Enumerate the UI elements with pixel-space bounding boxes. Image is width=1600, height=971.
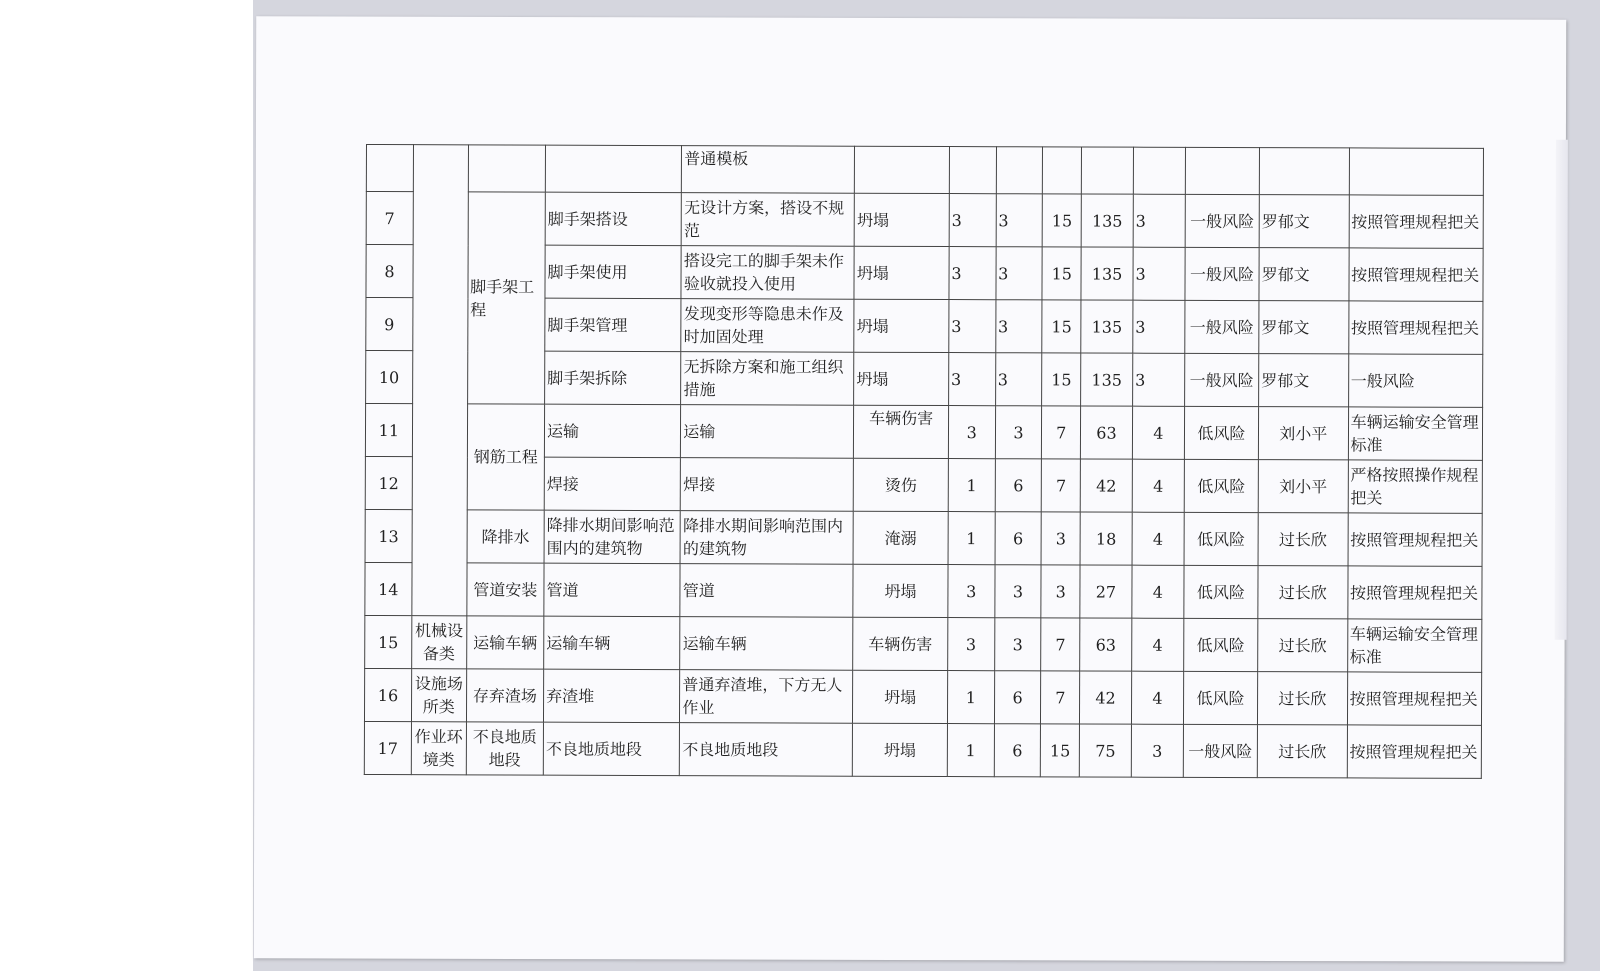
cell-d: 18 — [1080, 512, 1132, 565]
cell-e: 6 — [994, 671, 1041, 724]
cell-hazard: 搭设完工的脚手架未作验收就投入使用 — [681, 246, 854, 300]
cell-d: 135 — [1081, 194, 1133, 247]
cell-risk: 一般风险 — [1183, 724, 1257, 777]
cell-risk: 低风险 — [1184, 565, 1258, 618]
cell-l: 1 — [947, 724, 994, 777]
cell-c: 15 — [1042, 353, 1081, 406]
cell-e: 3 — [995, 406, 1042, 459]
cell-activity: 管道 — [544, 563, 680, 616]
cell-c: 15 — [1042, 247, 1081, 300]
cell-d: 63 — [1080, 406, 1132, 459]
cell-activity: 脚手架使用 — [545, 245, 681, 298]
cell-no: 7 — [366, 192, 413, 245]
cell-l: 1 — [948, 459, 995, 512]
cell-person: 过长欣 — [1258, 672, 1348, 725]
cell-d: 135 — [1081, 300, 1133, 353]
cell-accident: 车辆伤害 — [853, 617, 948, 670]
cell-category-merged — [412, 145, 469, 616]
cell-subcategory — [468, 145, 545, 192]
cell-d: 42 — [1080, 671, 1132, 724]
cell-c: 3 — [1041, 512, 1080, 565]
cell-accident: 坍塌 — [853, 670, 948, 723]
cell-level: 3 — [1131, 724, 1183, 777]
cell-e: 6 — [994, 724, 1041, 777]
cell-risk: 一般风险 — [1184, 353, 1258, 406]
table-row-partial — [366, 145, 1483, 196]
cell-category-facility: 设施场所类 — [411, 669, 466, 722]
cell-measure: 按照管理规程把关 — [1347, 672, 1482, 725]
cell-no: 15 — [365, 615, 412, 668]
cell-person: 罗郁文 — [1259, 195, 1349, 248]
cell-measure: 一般风险 — [1348, 354, 1483, 407]
cell-l: 1 — [948, 512, 995, 565]
cell-subcategory-pipe: 管道安装 — [467, 563, 544, 616]
cell-accident: 坍塌 — [854, 193, 949, 246]
cell-person: 罗郁文 — [1259, 248, 1349, 301]
cell-accident: 车辆伤害 — [854, 405, 949, 458]
cell-risk: 一般风险 — [1185, 194, 1259, 247]
cell-measure: 按照管理规程把关 — [1349, 248, 1484, 301]
cell-person: 刘小平 — [1258, 460, 1348, 513]
table-row — [366, 192, 1483, 249]
cell-person: 刘小平 — [1258, 407, 1348, 460]
cell-c: 15 — [1042, 300, 1081, 353]
cell-activity: 脚手架管理 — [545, 298, 681, 351]
cell-no: 13 — [365, 509, 412, 562]
cell-c: 7 — [1041, 671, 1080, 724]
cell-subcategory-scaffold: 脚手架工程 — [467, 192, 545, 404]
cell-measure: 严格按照操作规程把关 — [1348, 460, 1483, 513]
cell-level: 4 — [1132, 618, 1184, 671]
cell-person: 过长欣 — [1258, 513, 1348, 566]
table-row — [365, 509, 1482, 566]
cell-c: 7 — [1041, 618, 1080, 671]
cell-risk: 低风险 — [1184, 512, 1258, 565]
cell-l: 3 — [948, 618, 995, 671]
cell-l: 3 — [948, 565, 995, 618]
cell-c: 15 — [1041, 724, 1080, 777]
cell-subcategory-rebar: 钢筋工程 — [467, 404, 545, 510]
cell-person: 过长欣 — [1258, 619, 1348, 672]
cell-risk: 低风险 — [1183, 671, 1257, 724]
cell-hazard: 不良地质地段 — [680, 723, 853, 777]
cell-level: 3 — [1133, 353, 1185, 406]
cell-e: 3 — [995, 353, 1042, 406]
cell-l: 1 — [947, 671, 994, 724]
table-row — [365, 615, 1482, 672]
cell-e: 6 — [995, 512, 1042, 565]
cell-measure: 按照管理规程把关 — [1347, 725, 1482, 778]
cell-accident: 坍塌 — [854, 299, 949, 352]
cell-activity: 降排水期间影响范围内的建筑物 — [544, 510, 680, 563]
cell-hazard: 普通弃渣堆，下方无人作业 — [680, 670, 853, 724]
cell-d: 27 — [1080, 565, 1132, 618]
cell-no: 17 — [364, 721, 411, 774]
cell-activity — [545, 145, 681, 192]
cell-d: 135 — [1081, 353, 1133, 406]
cell-activity: 不良地质地段 — [543, 722, 679, 775]
cell-c: 3 — [1041, 565, 1080, 618]
cell-subcategory: 运输车辆 — [466, 616, 543, 669]
cell-level: 4 — [1132, 512, 1184, 565]
cell-subcategory: 存弃渣场 — [466, 669, 543, 722]
cell-risk: 低风险 — [1183, 618, 1257, 671]
cell-e: 6 — [995, 459, 1042, 512]
cell-hazard: 焊接 — [681, 458, 854, 512]
cell-accident: 坍塌 — [854, 352, 949, 405]
cell-measure: 按照管理规程把关 — [1348, 513, 1483, 566]
cell-activity: 脚手架搭设 — [545, 192, 681, 245]
cell-d: 75 — [1079, 724, 1131, 777]
cell-e: 3 — [996, 194, 1043, 247]
cell-e: 3 — [994, 618, 1041, 671]
cell-hazard: 运输 — [681, 405, 854, 459]
risk-assessment-table — [364, 144, 1484, 779]
cell-level: 3 — [1133, 194, 1185, 247]
cell-hazard: 无设计方案，搭设不规范 — [681, 193, 854, 247]
cell-measure: 按照管理规程把关 — [1348, 301, 1483, 354]
cell-hazard: 运输车辆 — [680, 617, 853, 671]
cell-subcategory: 不良地质地段 — [466, 722, 543, 775]
cell-hazard: 无拆除方案和施工组织措施 — [681, 352, 854, 406]
cell-no: 12 — [365, 456, 412, 509]
cell-level: 4 — [1132, 406, 1184, 459]
cell-l: 3 — [948, 353, 995, 406]
cell-no: 8 — [366, 245, 413, 298]
cell-l: 3 — [948, 406, 995, 459]
cell-category-environment: 作业环境类 — [411, 722, 466, 775]
cell-person: 罗郁文 — [1259, 301, 1349, 354]
cell-no: 9 — [366, 298, 413, 351]
cell-l: 3 — [949, 300, 996, 353]
cell-activity: 运输 — [544, 404, 680, 457]
cell-accident: 淹溺 — [853, 511, 948, 564]
cell-hazard: 管道 — [680, 564, 853, 618]
cell-l: 3 — [949, 247, 996, 300]
cell-d: 42 — [1080, 459, 1132, 512]
cell-no — [366, 145, 413, 192]
cell-level: 4 — [1131, 671, 1183, 724]
cell-no: 16 — [364, 668, 411, 721]
cell-activity: 焊接 — [544, 457, 680, 510]
cell-accident: 坍塌 — [853, 564, 948, 617]
cell-no: 10 — [366, 351, 413, 404]
cell-no: 11 — [365, 404, 412, 457]
cell-l: 3 — [949, 194, 996, 247]
cell-d: 135 — [1081, 247, 1133, 300]
cell-risk: 一般风险 — [1185, 247, 1259, 300]
cell-category-machinery: 机械设备类 — [411, 616, 466, 669]
cell-level: 4 — [1132, 565, 1184, 618]
cell-e: 3 — [994, 565, 1041, 618]
cell-risk: 一般风险 — [1185, 300, 1259, 353]
cell-hazard: 降排水期间影响范围内的建筑物 — [680, 511, 853, 565]
cell-d: 63 — [1080, 618, 1132, 671]
cell-accident: 坍塌 — [853, 723, 948, 776]
table-row — [365, 404, 1482, 461]
table-row — [365, 562, 1482, 619]
cell-activity: 弃渣堆 — [543, 669, 679, 722]
cell-level: 3 — [1133, 300, 1185, 353]
cell-measure: 按照管理规程把关 — [1349, 195, 1484, 248]
cell-measure: 车辆运输安全管理标准 — [1348, 407, 1483, 460]
cell-no: 14 — [365, 562, 412, 615]
cell-e: 3 — [995, 300, 1042, 353]
cell-activity: 脚手架拆除 — [545, 351, 681, 404]
cell-c: 15 — [1043, 194, 1082, 247]
table-row — [364, 668, 1481, 725]
cell-subcategory-dewater: 降排水 — [467, 510, 544, 563]
cell-person: 过长欣 — [1258, 566, 1348, 619]
cell-risk: 低风险 — [1184, 406, 1258, 459]
cell-c: 7 — [1042, 459, 1081, 512]
cell-level: 3 — [1133, 247, 1185, 300]
cell-hazard: 普通模板 — [682, 146, 855, 194]
cell-activity: 运输车辆 — [544, 616, 680, 669]
cell-person: 过长欣 — [1257, 725, 1347, 778]
cell-risk: 低风险 — [1184, 459, 1258, 512]
cell-measure: 车辆运输安全管理标准 — [1347, 619, 1482, 672]
cell-hazard: 发现变形等隐患未作及时加固处理 — [681, 299, 854, 353]
cell-c: 7 — [1042, 406, 1081, 459]
cell-accident: 坍塌 — [854, 246, 949, 299]
cell-person: 罗郁文 — [1259, 354, 1349, 407]
cell-measure: 按照管理规程把关 — [1347, 566, 1482, 619]
paper-fold — [1555, 140, 1568, 640]
cell-accident: 烫伤 — [853, 458, 948, 511]
cell-level: 4 — [1132, 459, 1184, 512]
cell-e: 3 — [996, 247, 1043, 300]
table-row — [364, 721, 1481, 778]
